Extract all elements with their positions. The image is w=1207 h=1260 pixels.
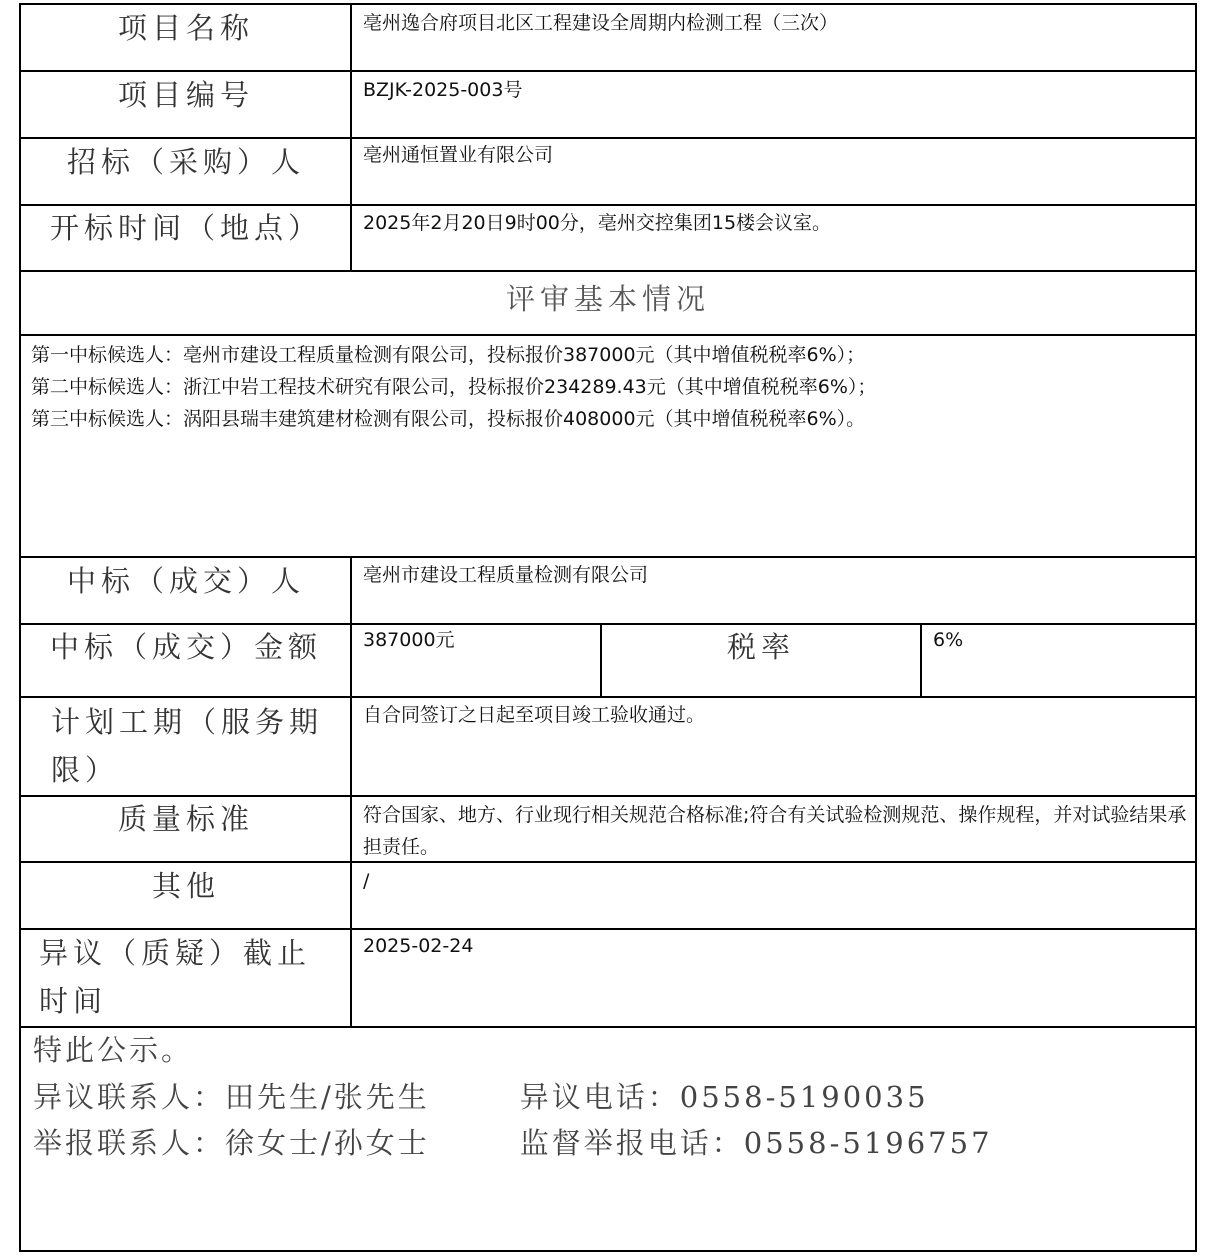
quality-label: 质量标准: [117, 802, 254, 836]
tax-rate-value: 6%: [933, 629, 964, 651]
other-label: 其他: [151, 869, 220, 903]
row-divider: [21, 1026, 1195, 1028]
candidate-third: 第三中标候选人：涡阳县瑞丰建筑建材检测有限公司，投标报价408000元（其中增值税税率6%）。: [31, 408, 866, 430]
report-phone: 监督举报电话：0558-5196757: [519, 1126, 993, 1160]
project-no-label: 项目编号: [117, 78, 254, 112]
opening-value: 2025年2月20日9时00分，亳州交控集团15楼会议室。: [363, 212, 832, 234]
objection-contact-line: [33, 1077, 929, 1117]
amount-label: 中标（成交）金额: [49, 630, 322, 664]
project-name-label: 项目名称: [117, 11, 254, 45]
project-no-value: BZJK-2025-003号: [363, 79, 523, 101]
amount-value: 387000元: [363, 629, 455, 651]
deadline-value: 2025-02-24: [363, 935, 474, 957]
candidate-first: 第一中标候选人：亳州市建设工程质量检测有限公司，投标报价387000元（其中增值税税率6%）；: [31, 344, 866, 366]
review-section-title: 评审基本情况: [505, 282, 710, 316]
purchaser-label: 招标（采购）人: [66, 145, 305, 179]
other-value: /: [363, 870, 370, 892]
objection-contact: 异议联系人：田先生/张先生: [33, 1080, 430, 1114]
report-contact: 举报联系人：徐女士/孙女士: [33, 1126, 430, 1160]
report-contact-line: [33, 1123, 993, 1163]
deadline-label: 异议（质疑）截止时间: [39, 936, 312, 1018]
opening-label: 开标时间（地点）: [49, 211, 322, 245]
announcement-table: [19, 3, 1197, 1252]
quality-value: 符合国家、地方、行业现行相关规范合格标准;符合有关试验检测规范、操作规程，并对试验结果承担责任。: [363, 804, 1187, 858]
winner-value: 亳州市建设工程质量检测有限公司: [363, 564, 649, 586]
tax-rate-label: 税率: [726, 630, 795, 664]
row-divider: [21, 334, 1195, 336]
column-divider: [920, 623, 922, 696]
row-divider: [21, 270, 1195, 272]
notice-line: 特此公示。: [33, 1033, 194, 1067]
candidate-second: 第二中标候选人：浙江中岩工程技术研究有限公司，投标报价234289.43元（其中增值税税率6%）；: [31, 376, 877, 398]
winner-label: 中标（成交）人: [66, 564, 305, 598]
period-label: 计划工期（服务期限）: [51, 705, 324, 787]
purchaser-value: 亳州通恒置业有限公司: [363, 144, 554, 166]
objection-phone: 异议电话：0558-5190035: [519, 1080, 929, 1114]
project-name-value: 亳州逸合府项目北区工程建设全周期内检测工程（三次）: [363, 12, 839, 34]
period-value: 自合同签订之日起至项目竣工验收通过。: [363, 704, 706, 726]
